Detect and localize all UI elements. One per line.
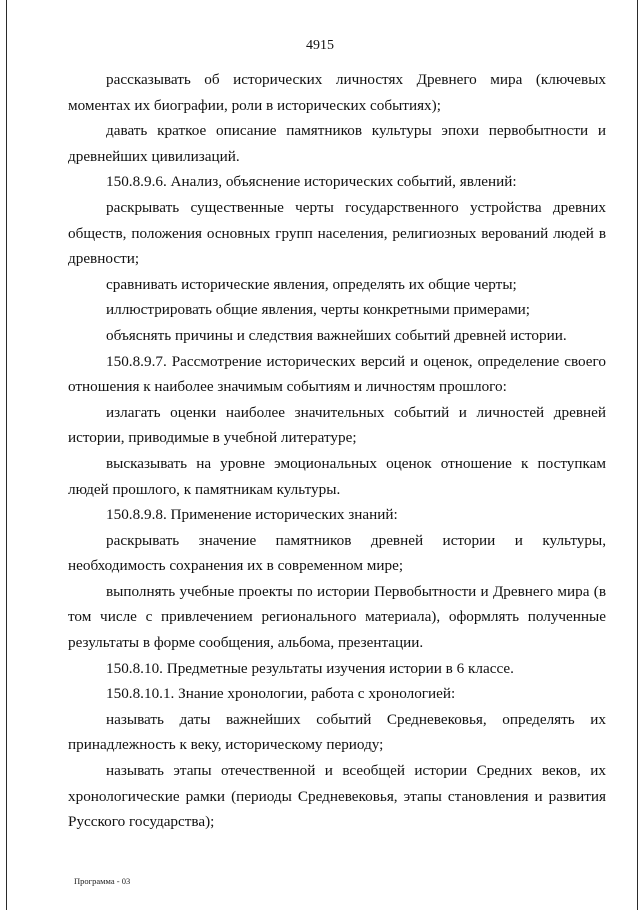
paragraph: излагать оценки наиболее значительных событий и личностей древней истории, приводимые в учебной литературе; [68,403,606,447]
paragraph: рассказывать об исторических личностях Древнего мира (ключевых моментах их биографии, роли в исторических событиях); [68,71,606,114]
paragraph: раскрывать значение памятников древней истории и культуры, необходимость сохранения их в современном мире; [68,531,606,575]
paragraph: раскрывать существенные черты государственного устройства древних обществ, положения основных групп населения, религиозных верований людей в древности; [68,198,606,268]
body-text [68,67,606,835]
scan-edge-right [637,0,638,910]
section-heading: 150.8.9.6. Анализ, объяснение исторических событий, явлений: [106,173,517,191]
section-heading: 150.8.9.7. Рассмотрение исторических версий и оценок, определение своего отношения к наиболее значимым событиям и личностям прошлого: [68,352,606,396]
paragraph: сравнивать исторические явления, определять их общие черты; [106,275,517,293]
paragraph: называть даты важнейших событий Средневековья, определять их принадлежность к веку, историческому периоду; [68,710,606,754]
paragraph: объяснять причины и следствия важнейших событий древней истории. [106,326,567,344]
paragraph: выполнять учебные проекты по истории Первобытности и Древнего мира (в том числе с привлечением регионального материала), оформлять полученные результаты в форме сообщения, альбома, презентации. [68,582,606,652]
scan-edge-left [6,0,7,910]
paragraph: высказывать на уровне эмоциональных оценок отношение к поступкам людей прошлого, к памятникам культуры. [68,454,606,498]
footer-label: Программа - 03 [74,876,131,886]
section-heading: 150.8.9.8. Применение исторических знаний: [106,506,398,524]
paragraph: иллюстрировать общие явления, черты конкретными примерами; [106,301,531,319]
paragraph: называть этапы отечественной и всеобщей истории Средних веков, их хронологические рамки (периоды Средневековья, этапы становления и развития Русского государства); [68,762,606,831]
section-heading: 150.8.10. Предметные результаты изучения истории в 6 классе. [106,659,514,677]
paragraph: давать краткое описание памятников культуры эпохи первобытности и древнейших цивилизаций. [68,122,606,165]
page-number: 4915 [306,38,334,53]
section-heading: 150.8.10.1. Знание хронологии, работа с хронологией: [106,685,456,703]
